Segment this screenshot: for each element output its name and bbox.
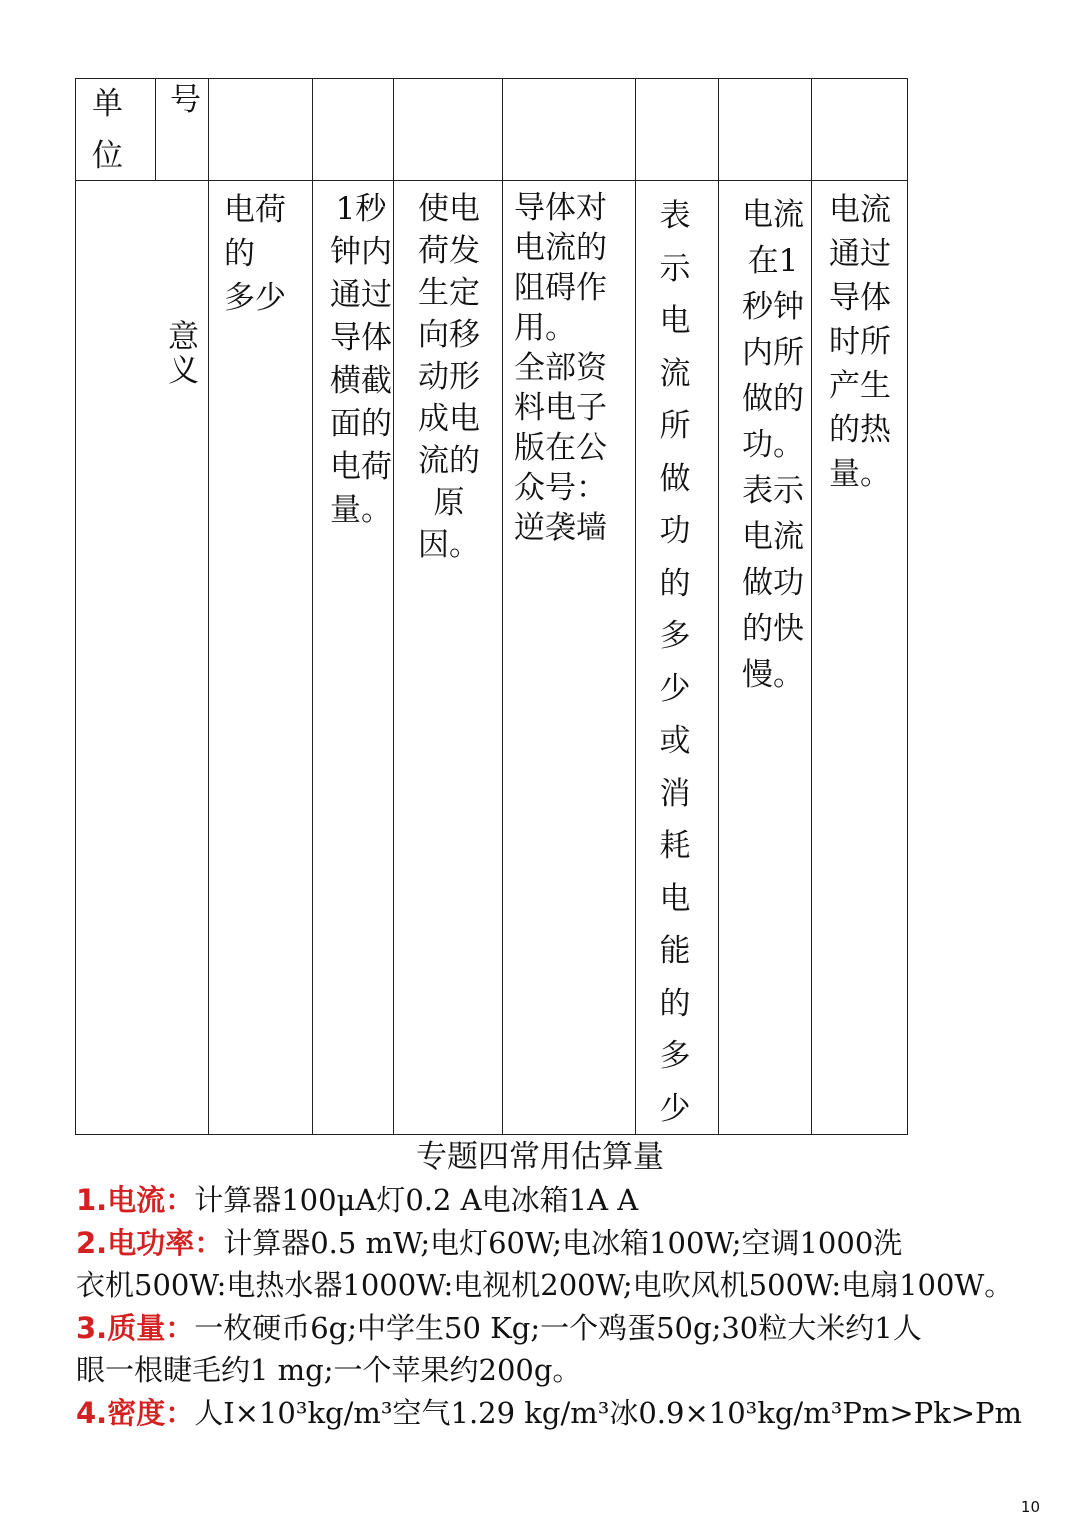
meaning-cell-charge: 电荷的 多少: [224, 192, 286, 316]
item-current: [76, 1179, 1066, 1221]
section-title: 专题四常用估算量: [416, 1139, 664, 1175]
item-label: 2.电功率：: [76, 1226, 224, 1260]
meaning-cell-current: 1秒钟内通过导体横截面的电荷量。: [330, 191, 392, 528]
item-density: [76, 1392, 1066, 1434]
item-mass-cont: [76, 1349, 1066, 1391]
item-label: 1.电流：: [76, 1183, 195, 1217]
meaning-row-label: 意 义: [168, 319, 199, 389]
meaning-cell-resistance: 导体对电流的阻碍作用。 全部资料电子版在公众号：逆袭墙: [514, 190, 607, 546]
meaning-cell-voltage: 使电荷发生定向移动形成电流的原因。: [418, 191, 480, 563]
meaning-cell-power: 电流在1秒钟内所做的功。表示电流做功的快慢。: [742, 197, 804, 693]
item-text: 一枚硬币6g;中学生50 Kg;一个鸡蛋50g;30粒大米约1人: [194, 1311, 922, 1345]
item-label: 3.质量：: [76, 1311, 195, 1345]
item-text: 衣机500W:电热水器1000W:电视机200W;电吹风机500W:电扇100W。: [76, 1268, 1014, 1302]
item-label: 4.密度：: [76, 1396, 195, 1430]
item-text: 人I×10³kg/m³空气1.29 kg/m³冰0.9×10³kg/m³Pm>Pk>Pm: [194, 1396, 1023, 1430]
item-text: 计算器100μA灯0.2 A电冰箱1A A: [194, 1183, 639, 1217]
item-text: 计算器0.5 mW;电灯60W;电冰箱100W;空调1000洗: [223, 1226, 903, 1260]
item-power: [76, 1222, 1066, 1264]
item-mass: [76, 1307, 1066, 1349]
meaning-cell-work: 表示电流所做功的多少或消耗电能的多少: [659, 198, 691, 1127]
meaning-cell-heat: 电流通过导体时所产生的热量。: [829, 192, 891, 492]
item-text: 眼一根睫毛约1 mg;一个苹果约200g。: [76, 1353, 582, 1387]
unit-row-label: 单 位: [92, 86, 123, 174]
symbol-row-label: 号: [170, 82, 201, 118]
page-number: 10: [1020, 1498, 1040, 1516]
item-power-cont: [76, 1264, 1066, 1306]
